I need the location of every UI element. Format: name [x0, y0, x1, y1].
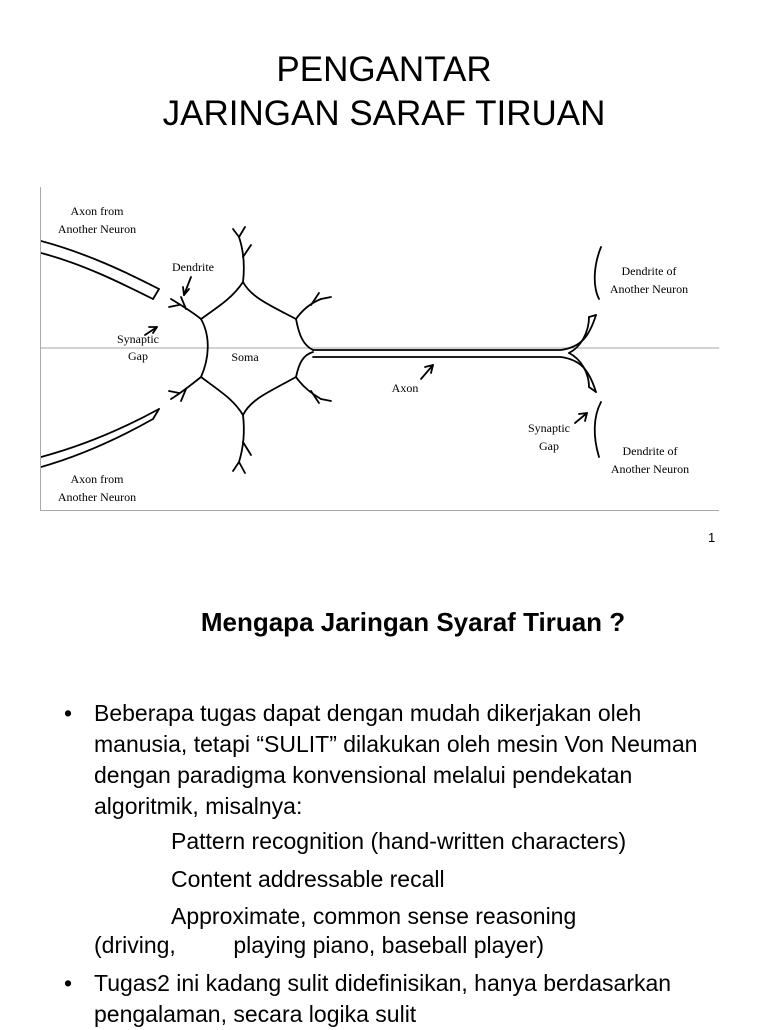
title-line-2: JARINGAN SARAF TIRUAN [162, 94, 606, 133]
label-synaptic-gap-right-2: Gap [539, 439, 559, 453]
label-dendrite-of-top-1: Dendrite of [621, 264, 677, 278]
title-line-1: PENGANTAR [276, 50, 492, 89]
bullet-marker-2: • [64, 970, 73, 996]
label-dendrite: Dendrite [172, 260, 214, 274]
bullet-text-1: Beberapa tugas dapat dengan mudah dikerjakan oleh manusia, tetapi “SULIT” dilakukan oleh mesin Von Neuman dengan paradigma konvensional melalui pendekatan algoritmik, misalnya: [94, 700, 698, 819]
label-dendrite-of-top-2: Another Neuron [609, 282, 689, 296]
label-synaptic-gap-right-1: Synaptic [528, 421, 570, 435]
bullet-text-2: Tugas2 ini kadang sulit didefinisikan, hanya berdasarkan pengalaman, secara logika sulit [94, 970, 672, 1027]
page-number: 1 [708, 530, 716, 545]
label-soma: Soma [231, 350, 259, 364]
section-heading: Mengapa Jaringan Syaraf Tiruan ? [200, 607, 626, 637]
example-item-3: Approximate, common sense reasoning [171, 903, 577, 929]
bullet-marker-1: • [64, 700, 73, 726]
label-axon-from-bottom-1: Axon from [70, 472, 124, 486]
example-item-3-continuation: (driving, playing piano, baseball player) [94, 932, 545, 958]
label-axon-from-top-2: Another Neuron [57, 222, 137, 236]
neuron-diagram-svg [41, 187, 719, 510]
label-synaptic-gap-left-1: Synaptic [117, 332, 159, 346]
label-dendrite-of-bottom-1: Dendrite of [622, 444, 678, 458]
slide-title [0, 48, 768, 136]
label-synaptic-gap-left-2: Gap [128, 349, 148, 363]
example-item-1: Pattern recognition (hand-written characters) [171, 828, 627, 854]
example-item-2: Content addressable recall [171, 866, 445, 892]
label-axon-from-top-1: Axon from [70, 204, 124, 218]
neuron-diagram [40, 187, 719, 511]
label-axon-from-bottom-2: Another Neuron [57, 490, 137, 504]
label-dendrite-of-bottom-2: Another Neuron [610, 462, 690, 476]
label-axon: Axon [391, 381, 419, 395]
neuron-drawing [41, 227, 601, 473]
